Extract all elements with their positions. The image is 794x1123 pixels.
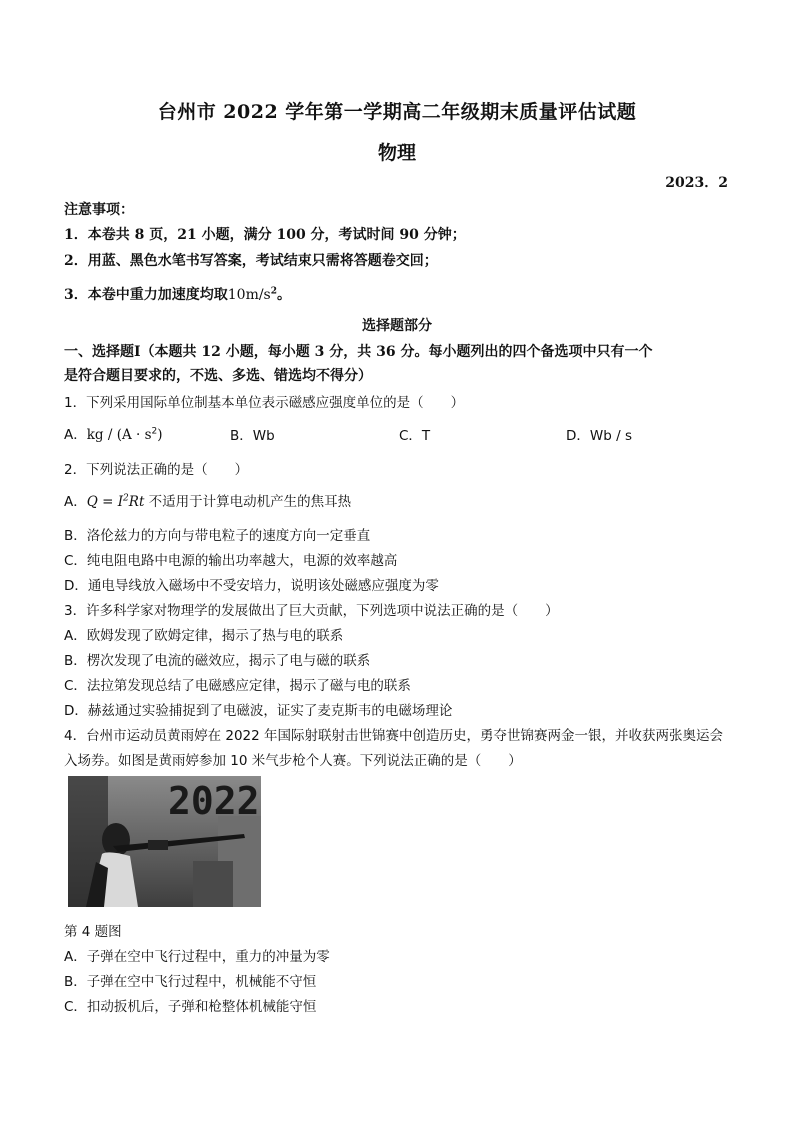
q3-option-b: B．楞次发现了电流的磁效应，揭示了电与磁的联系 [64,653,371,669]
gravity-value: 10m/s [227,287,271,303]
q2-formula-exp: 2 [123,493,129,504]
q1-stem: 1．下列采用国际单位制基本单位表示磁感应强度单位的是（ ） [64,395,465,411]
q3-stem: 3．许多科学家对物理学的发展做出了巨大贡献，下列选项中说法正确的是（ ） [64,603,559,619]
exam-date: 2023．2 [665,175,728,191]
q1-option-b: B．Wb [230,428,275,444]
q2-option-c: C．纯电阻电路中电源的输出功率越大，电源的效率越高 [64,553,398,569]
subject-title: 物理 [377,142,416,164]
q3-option-c: C．法拉第发现总结了电磁感应定律，揭示了磁与电的联系 [64,678,411,694]
q2-option-b: B．洛伦兹力的方向与带电粒子的速度方向一定垂直 [64,528,371,544]
q2-option-a-text: 不适用于计算电动机产生的焦耳热 [144,494,352,510]
q1-option-a-label: A． [64,427,87,443]
notes-heading: 注意事项： [64,202,134,218]
q4-figure-caption: 第 4 题图 [64,924,122,940]
exam-title: 台州市 2022 学年第一学期高二年级期末质量评估试题 [157,101,637,123]
note-item-2: 2．用蓝、黑色水笔书写答案，考试结束只需将答题卷交回； [64,253,438,269]
q1-option-a-text: kg / (A · s [86,427,152,443]
section-title: 选择题部分 [362,318,432,334]
shooter-photo [68,776,261,907]
q4-stem-line1: 4．台州市运动员黄雨婷在 2022 年国际射联射击世锦赛中创造历史，勇夺世锦赛两金一银，并收获两张奥运会 [64,728,724,744]
note-item-3-text: 3．本卷中重力加速度均取 [64,287,228,303]
part1-instructions-line1: 一、选择题Ⅰ（本题共 12 小题，每小题 3 分，共 36 分。每小题列出的四个备选项中只有一个 [64,344,653,360]
q2-formula: Q = I [86,494,124,510]
note-item-3-end: 。 [277,287,292,303]
q3-option-a: A．欧姆发现了欧姆定律，揭示了热与电的联系 [64,628,344,644]
q2-option-d: D．通电导线放入磁场中不受安培力，说明该处磁感应强度为零 [64,578,439,594]
q4-option-c: C．扣动扳机后，子弹和枪整体机械能守恒 [64,999,317,1015]
q2-stem: 2．下列说法正确的是（ ） [64,462,249,478]
q2-option-a [64,490,351,510]
q1-option-a-exp: 2 [151,426,158,437]
q2-formula-end: Rt [128,494,145,510]
q4-stem-line2: 入场券。如图是黄雨婷参加 10 米气步枪个人赛。下列说法正确的是（ ） [64,753,522,769]
part1-instructions-line2: 是符合题目要求的，不选、多选、错选均不得分） [64,368,372,384]
note-item-1: 1．本卷共 8 页，21 小题，满分 100 分，考试时间 90 分钟； [64,227,466,243]
q1-option-c: C．T [399,428,431,444]
q3-option-d: D．赫兹通过实验捕捉到了电磁波，证实了麦克斯韦的电磁场理论 [64,703,453,719]
q1-option-d: D．Wb / s [566,428,632,444]
q2-option-a-label: A． [64,494,87,510]
gravity-exponent: 2 [270,286,278,297]
q1-option-a-end: ) [157,427,163,443]
shooter-photo-illustration [68,776,261,907]
q4-option-a: A．子弹在空中飞行过程中，重力的冲量为零 [64,949,330,965]
note-item-3 [64,284,291,304]
q1-option-a [64,423,163,443]
q4-option-b: B．子弹在空中飞行过程中，机械能不守恒 [64,974,317,990]
photo-year-text: 2022 [168,779,260,823]
